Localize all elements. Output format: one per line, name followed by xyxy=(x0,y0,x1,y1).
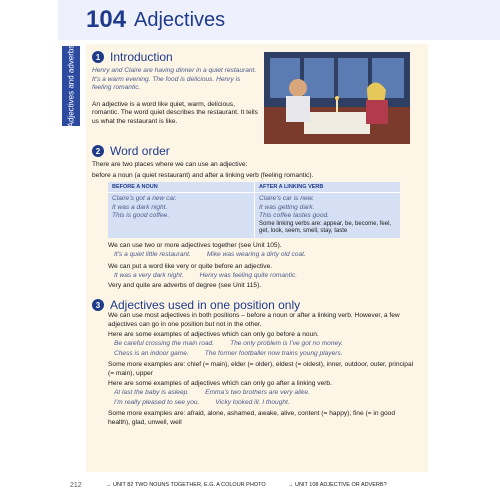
adjectives-together-note: We can use two or more adjectives together (see Unit 105). xyxy=(108,242,282,249)
word-order-positions: before a noun (a quiet restaurant) and after a linking verb (feeling romantic). xyxy=(92,171,314,179)
section-number: 1 xyxy=(92,51,104,63)
intro-explanation: An adjective is a word like quiet, warm, delicious, romantic. The word quiet describes the restaurant. It tells us what the restaurant is like. xyxy=(92,100,258,125)
after-verb-only-intro: Here are some examples of adjectives which can only go after a linking verb. xyxy=(108,380,332,388)
section-title: Adjectives used in one position only xyxy=(110,298,301,312)
example-sentence: It was a very dark night. xyxy=(114,271,184,279)
example-sentence: The former footballer now trains young players. xyxy=(204,350,343,358)
before-noun-example: This is good coffee. xyxy=(112,212,170,220)
after-verb-example: This coffee tastes good. xyxy=(259,212,330,220)
section-number: 2 xyxy=(92,145,104,157)
example-sentence: Vicky looked ill. I thought. xyxy=(215,399,290,407)
example-sentence: The only problem is I’ve got no money. xyxy=(230,339,343,347)
page-footer xyxy=(58,476,500,500)
word-order-intro: There are two places where we can use an adjective: xyxy=(92,161,248,168)
after-verb-example: Claire’s car is new. xyxy=(259,195,314,202)
example-sentence: At last the baby is asleep. xyxy=(114,388,190,396)
both-positions-note: We can use most adjectives in both positions – before a noun or after a linking verb. However, a few adjectives can go in one position but not in the other. xyxy=(108,312,400,328)
intro-example: Henry and Claire are having dinner in a quiet restaurant. It’s a warm evening. The food is delicious. Henry is feeling romantic. xyxy=(92,67,257,92)
title-band xyxy=(58,0,500,40)
example-sentence: I’m really pleased to see you. xyxy=(114,399,200,407)
section-introduction xyxy=(92,50,260,127)
before-noun-header: BEFORE A NOUN xyxy=(108,182,254,193)
degree-note: We can put a word like very or quite before an adjective. xyxy=(108,263,273,271)
before-noun-example: Claire’s got a new car. xyxy=(112,195,177,202)
before-noun-only-examples: Some more examples are: chief (= main), elder (= older), eldest (= oldest), inner, outdoor, outer, principal (= main), upper xyxy=(108,360,414,377)
unit-108-link[interactable]: → UNIT 108 ADJECTIVE OR ADVERB? xyxy=(288,482,387,488)
restaurant-scene-icon xyxy=(264,52,410,144)
before-noun-only-intro: Here are some examples of adjectives which can only go before a noun. xyxy=(108,331,319,339)
example-sentence: Henry was feeling quite romantic. xyxy=(199,271,298,279)
section-number: 3 xyxy=(92,299,104,311)
side-tab xyxy=(62,46,80,126)
side-tab-label: Adjectives and adverbs xyxy=(66,44,76,128)
word-order-notes xyxy=(108,242,418,291)
example-sentence: Mike was wearing a dirty old coat. xyxy=(206,250,306,258)
page-number: 212 xyxy=(70,482,82,489)
section-word-order xyxy=(92,144,422,180)
section-title: Introduction xyxy=(110,50,173,64)
restaurant-illustration xyxy=(264,52,410,144)
adverbs-of-degree-note: Very and quite are adverbs of degree (see Unit 115). xyxy=(108,282,262,290)
section-one-position xyxy=(92,298,422,312)
unit-82-link[interactable]: → UNIT 82 TWO NOUNS TOGETHER, E.G. A COLOUR PHOTO xyxy=(106,482,266,488)
after-verb-only-examples: Some more examples are: afraid, alone, ashamed, awake, alive, content (= happy), fine (= in good health), glad, unwell, well xyxy=(108,409,395,426)
example-sentence: Chess is an indoor game. xyxy=(114,350,189,358)
after-verb-column xyxy=(254,182,400,238)
before-noun-column xyxy=(108,182,254,238)
section-title: Word order xyxy=(110,144,170,158)
unit-number: 104 xyxy=(86,6,127,33)
after-verb-example: It was getting dark. xyxy=(259,203,315,211)
position-table xyxy=(108,182,400,238)
after-verb-header: AFTER A LINKING VERB xyxy=(255,182,400,193)
example-sentence: Be careful crossing the main road. xyxy=(114,339,215,347)
one-position-body xyxy=(108,312,418,427)
example-sentence: It’s a quiet little restaurant. xyxy=(114,250,191,258)
unit-title: Adjectives xyxy=(134,9,226,31)
before-noun-example: It was a dark night. xyxy=(112,203,168,211)
linking-verbs-list: Some linking verbs are: appear, be, become, feel, get, look, seem, smell, stay, taste xyxy=(259,220,392,235)
example-sentence: Emma’s two brothers are very alike. xyxy=(205,388,310,396)
